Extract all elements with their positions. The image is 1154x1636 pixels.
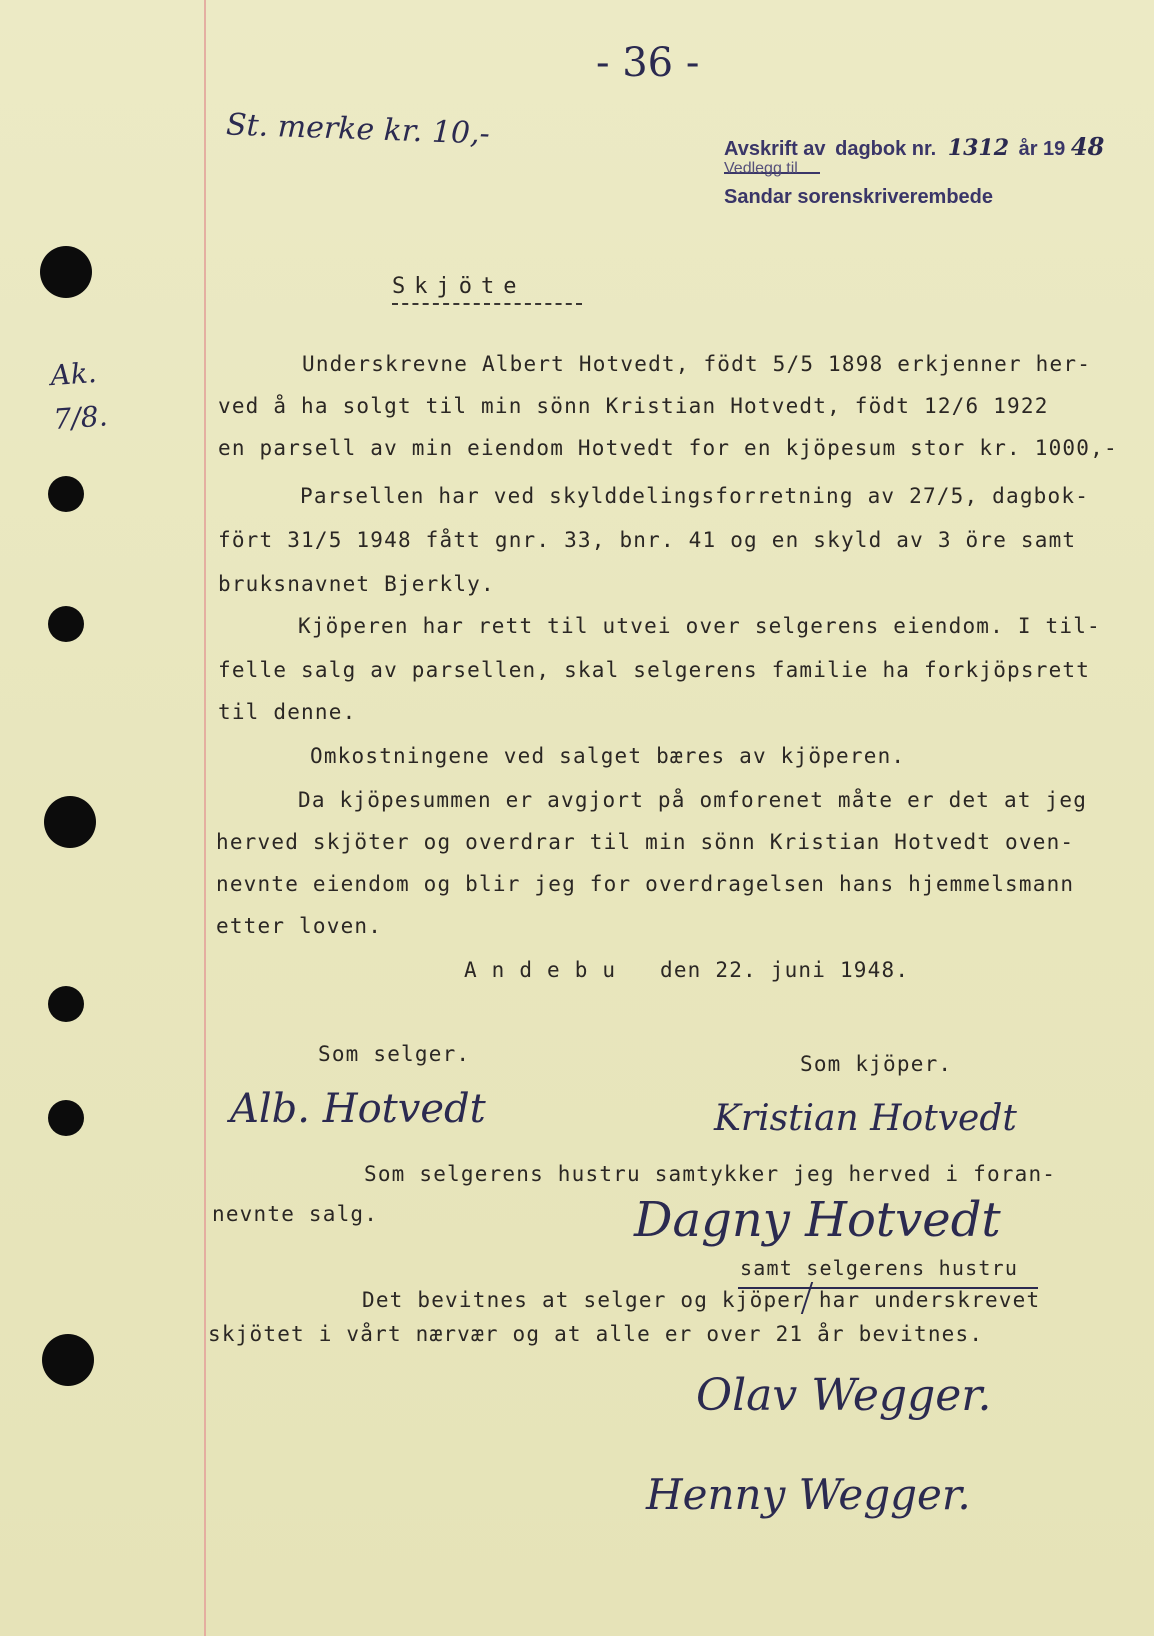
body-line: etter loven. [216,914,383,938]
registry-year: 48 [1070,132,1105,161]
body-line: Kjöperen har rett til utvei over selgerens eiendom. I til- [298,614,1101,638]
registry-number: 1312 [947,135,1010,161]
witness-line: Det bevitnes at selger og kjöper har underskrevet [362,1288,1041,1312]
body-line: til denne. [218,700,357,724]
spouse-signature: Dagny Hotvedt [634,1192,1001,1248]
witness-line: skjötet i vårt nærvær og at alle er over 21 år bevitnes. [208,1322,984,1346]
margin-note: Ak. 7/8. [49,355,109,437]
registry-stamp-line1 [724,132,1104,161]
body-line: felle salg av parsellen, skal selgerens familie ha forkjöpsrett [218,658,1091,682]
body-line: Underskrevne Albert Hotvedt, födt 5/5 1898 erkjenner her- [302,352,1092,376]
body-line: Da kjöpesummen er avgjort på omforenet måte er det at jeg [298,788,1088,812]
margin-rule [204,0,206,1636]
body-line: herved skjöter og overdrar til min sönn Kristian Hotvedt oven- [216,830,1075,854]
punch-hole [44,796,96,848]
registry-stamp-label-b: dagbok nr. [835,138,937,160]
spouse-consent-line: Som selgerens hustru samtykker jeg herved i foran- [364,1162,1057,1186]
witness-signature: Henny Wegger. [646,1470,971,1519]
buyer-signature: Kristian Hotvedt [714,1098,1017,1139]
page-number: - 36 - [596,40,700,86]
punch-hole [48,986,84,1022]
witness-insert: samt selgerens hustru [740,1256,1019,1280]
registry-stamp-label: Avskrift av [724,138,826,160]
stamp-fee-note: St. merke kr. 10,- [225,107,491,152]
document-title: Skjöte [392,274,526,299]
body-line: bruksnavnet Bjerkly. [218,572,495,596]
witness-signature: Olav Wegger. [696,1370,992,1421]
registry-stamp-line2: Vedlegg til [724,160,798,177]
spouse-consent-line: nevnte salg. [212,1202,379,1226]
title-underline [392,303,582,305]
body-line: ved å ha solgt til min sönn Kristian Hotvedt, födt 12/6 1922 [218,394,1049,418]
registry-year-label: år 19 [1018,138,1066,160]
punch-hole [42,1334,94,1386]
punch-hole [40,246,92,298]
body-line: Omkostningene ved salget bæres av kjöperen. [310,744,906,768]
seller-signature: Alb. Hotvedt [230,1086,486,1132]
body-line: Parsellen har ved skylddelingsforretning av 27/5, dagbok- [300,484,1090,508]
registry-office: Sandar sorenskriverembede [724,186,994,208]
seller-label: Som selger. [318,1042,471,1066]
body-line: fört 31/5 1948 fått gnr. 33, bnr. 41 og en skyld av 3 öre samt [218,528,1077,552]
body-line: nevnte eiendom og blir jeg for overdragelsen hans hjemmelsmann [216,872,1075,896]
place: A n d e b u [464,958,617,982]
body-line: en parsell av min eiendom Hotvedt for en kjöpesum stor kr. 1000,- [218,436,1118,460]
punch-hole [48,606,84,642]
buyer-label: Som kjöper. [800,1052,953,1076]
punch-hole [48,476,84,512]
date: den 22. juni 1948. [660,958,910,982]
punch-hole [48,1100,84,1136]
